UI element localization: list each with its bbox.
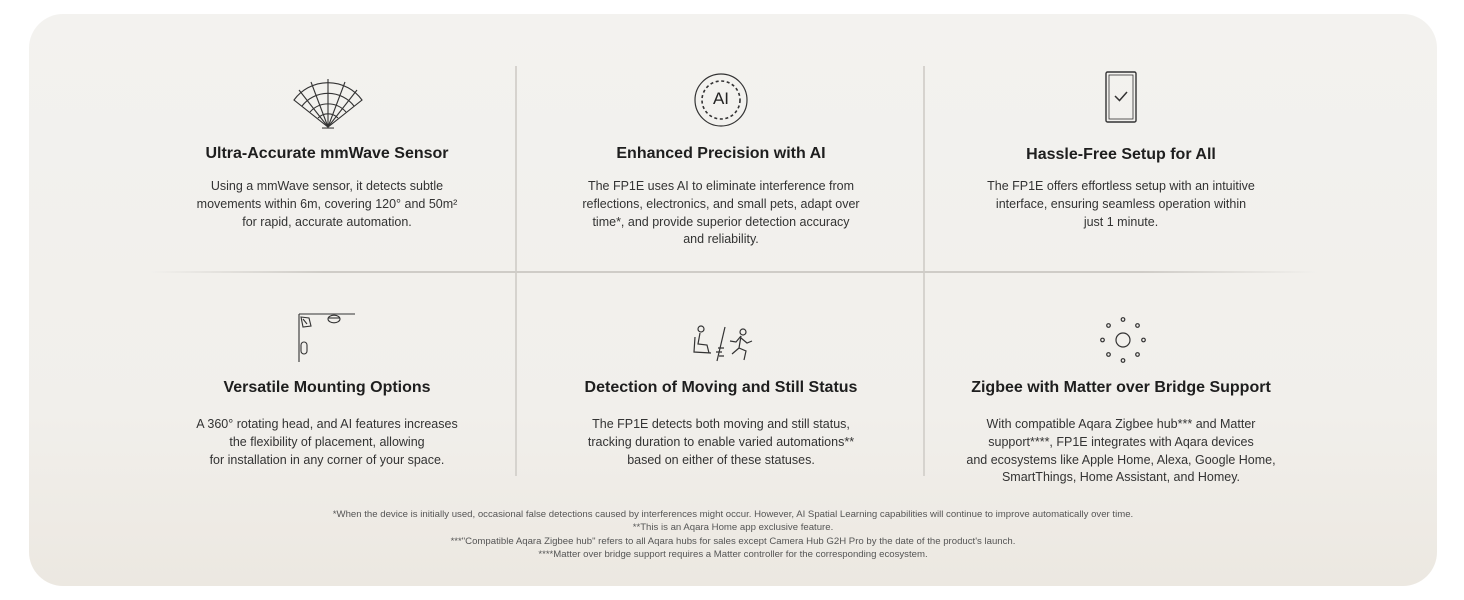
footnote: ***"Compatible Aqara Zigbee hub" refers to all Aqara hubs for sales except Camera Hub G2H Pro by the date of the product's launch. bbox=[450, 535, 1016, 547]
moving-still-person-icon bbox=[691, 324, 755, 364]
feature-title: Hassle-Free Setup for All bbox=[1026, 146, 1216, 163]
feature-title: Versatile Mounting Options bbox=[223, 379, 431, 396]
feature-title: Detection of Moving and Still Status bbox=[584, 379, 858, 396]
footnote: **This is an Aqara Home app exclusive feature. bbox=[632, 522, 834, 534]
feature-description: Using a mmWave sensor, it detects subtle movements within 6m, covering 120° and 50m² for rapid, accurate automation. bbox=[196, 179, 458, 229]
features-card bbox=[29, 14, 1437, 586]
footnote: ****Matter over bridge support requires a Matter controller for the corresponding ecosystem. bbox=[538, 548, 928, 560]
phone-check-icon bbox=[1104, 70, 1138, 124]
feature-title: Enhanced Precision with AI bbox=[616, 145, 826, 162]
zigbee-matter-icon bbox=[1099, 316, 1147, 364]
feature-description: The FP1E uses AI to eliminate interference from reflections, electronics, and small pets, adapt over time*, and provide superior detection accuracy and reliability. bbox=[582, 179, 860, 247]
radar-sensor-icon bbox=[292, 76, 364, 132]
divider-horizontal bbox=[149, 271, 1317, 273]
mounting-corner-icon bbox=[297, 312, 357, 364]
footnotes bbox=[29, 508, 1437, 561]
feature-description: The FP1E offers effortless setup with an intuitive interface, ensuring seamless operation within just 1 minute. bbox=[987, 179, 1255, 229]
ai-chip-icon bbox=[693, 72, 749, 128]
feature-description: With compatible Aqara Zigbee hub*** and Matter support****, FP1E integrates with Aqara devices and ecosystems like Apple Home, Alexa, Google Home, SmartThings, Home Assistant, and Homey. bbox=[966, 417, 1276, 485]
footnote: *When the device is initially used, occasional false detections caused by interferences might occur. However, AI Spatial Learning capabilities will continue to improve automatically over time. bbox=[332, 509, 1134, 520]
feature-title: Zigbee with Matter over Bridge Support bbox=[971, 379, 1271, 396]
feature-title: Ultra-Accurate mmWave Sensor bbox=[205, 145, 449, 162]
ai-label: AI bbox=[712, 89, 730, 108]
feature-description: A 360° rotating head, and AI features increases the flexibility of placement, allowing for installation in any corner of your space. bbox=[196, 417, 458, 467]
feature-description: The FP1E detects both moving and still status, tracking duration to enable varied automations** based on either of these statuses. bbox=[587, 417, 855, 467]
